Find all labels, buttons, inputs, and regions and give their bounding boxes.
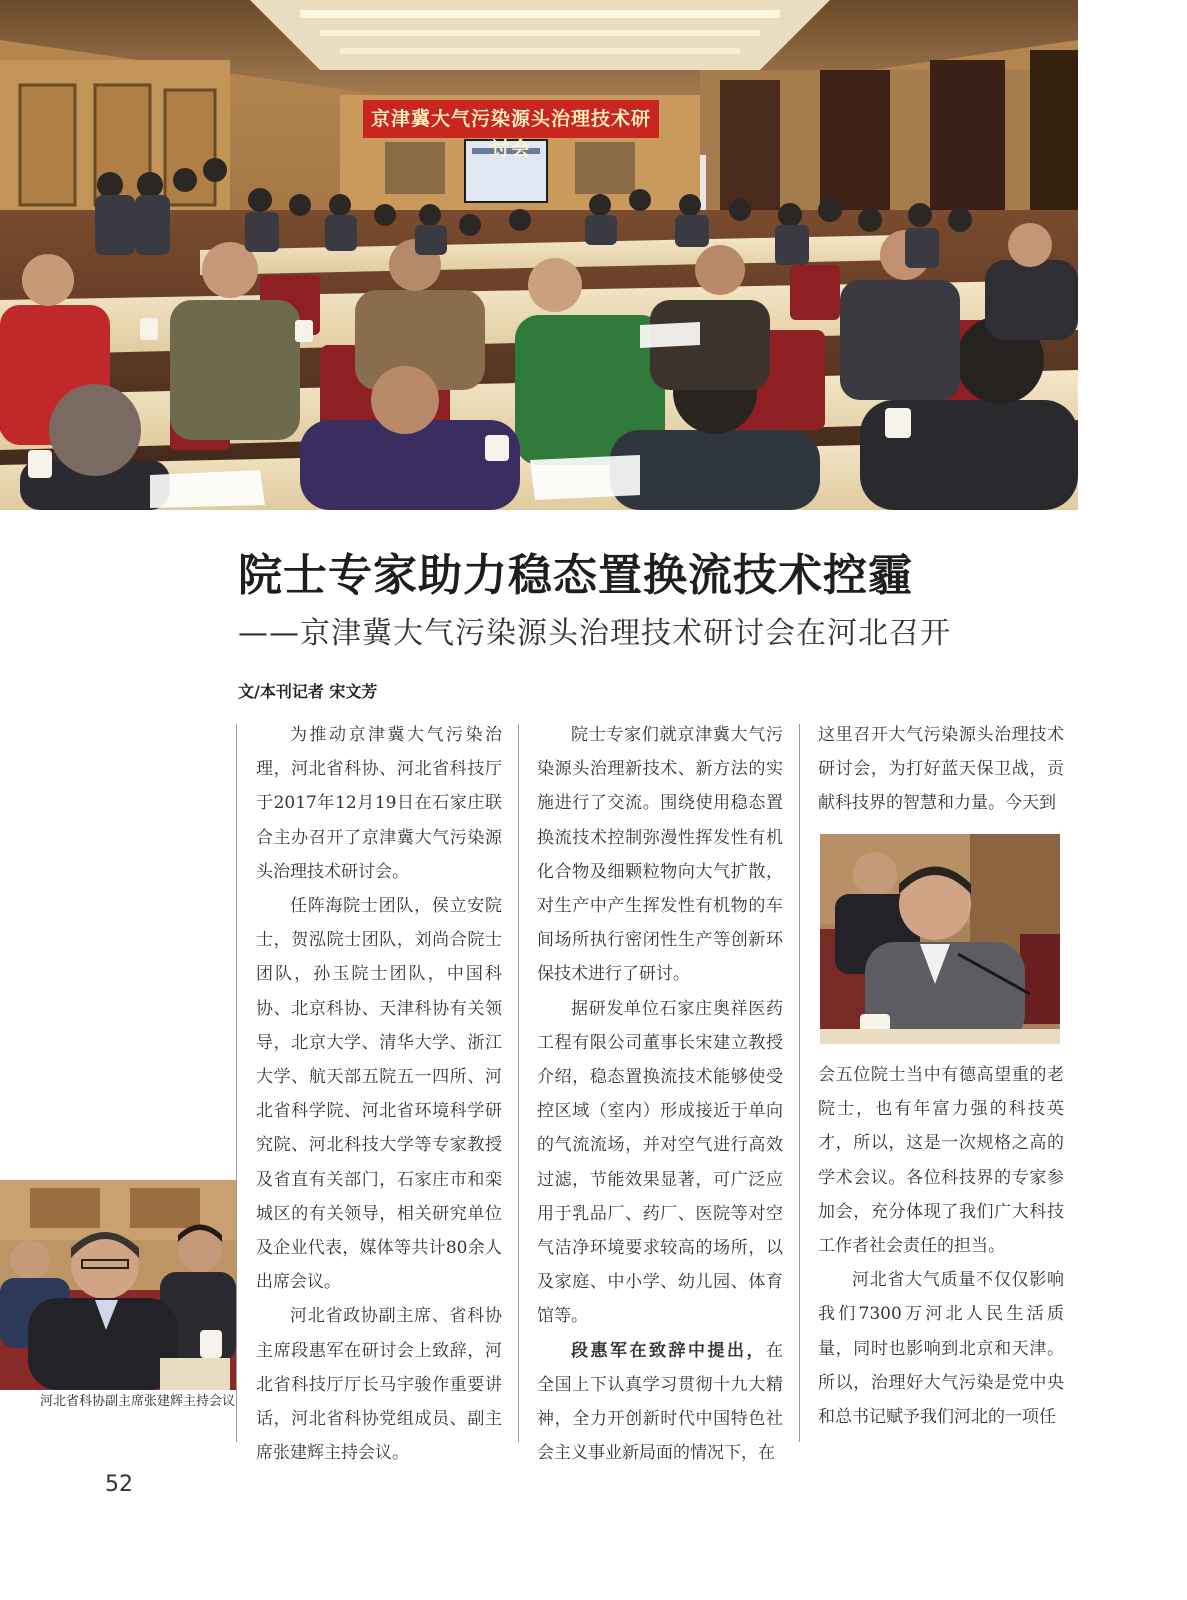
paragraph: 河北省大气质量不仅仅影响我们7300万河北人民生活质量，同时也影响到北京和天津。所以，治理好大气污染是党中央和总书记赋予我们河北的一项任 — [818, 1270, 1064, 1428]
article-title: 院士专家助力稳态置换流技术控霾 — [238, 550, 913, 601]
article-column-3 — [818, 718, 1064, 1434]
paragraph-lead: 段惠军在致辞中提出， — [571, 1340, 766, 1361]
article-column-2 — [537, 718, 783, 1470]
article-byline: 文/本刊记者 宋文芳 — [238, 682, 378, 701]
paragraph: 为推动京津冀大气污染治理，河北省科协、河北省科技厅于2017年12月19日在石家庄联合主办召开了京津冀大气污染源头治理技术研讨会。 — [256, 725, 502, 882]
chair-image — [0, 1180, 236, 1390]
page-number: 52 — [105, 1472, 133, 1497]
conference-room-image — [0, 0, 1078, 510]
column-rule — [236, 724, 237, 1442]
speaker-image — [820, 834, 1060, 1044]
article-column-1 — [256, 718, 502, 1470]
column-rule — [799, 724, 800, 1442]
conference-banner: 京津冀大气污染源头治理技术研讨会 — [370, 108, 651, 160]
column-rule — [518, 724, 519, 1442]
paragraph: 据研发单位石家庄奥祥医药工程有限公司董事长宋建立教授介绍，稳态置换流技术能够使受控区域（室内）形成接近于单向的气流流场，并对空气进行高效过滤，节能效果显著，可广泛应用于乳品厂、药厂、医院等对空气洁净环境要求较高的场所，以及家庭、中小学、幼儿园、体育馆等。 — [537, 998, 783, 1327]
paragraph: 这里召开大气污染源头治理技术研讨会，为打好蓝天保卫战，贡献科技界的智慧和力量。今天到 — [818, 725, 1064, 814]
hero-photo — [0, 0, 1078, 510]
speaker-photo — [820, 834, 1060, 1044]
chair-photo — [0, 1180, 236, 1390]
paragraph-text: 在全国上下认真学习贯彻十九大精神，全力开创新时代中国特色社会主义事业新局面的情况下，在 — [537, 1340, 783, 1464]
paragraph: 会五位院士当中有德高望重的老院士，也有年富力强的科技英才，所以，这是一次规格之高的学术会议。各位科技界的专家参加会，充分体现了我们广大科技工作者社会责任的担当。 — [818, 1065, 1064, 1257]
article-subtitle: ——京津冀大气污染源头治理技术研讨会在河北召开 — [238, 616, 951, 651]
paragraph: 院士专家们就京津冀大气污染源头治理新技术、新方法的实施进行了交流。围绕使用稳态置换流技术控制弥漫性挥发性有机化合物及细颗粒物向大气扩散，对生产中产生挥发性有机物的车间场所执行密闭性生产等创新环保技术进行了研讨。 — [537, 725, 783, 985]
paragraph — [537, 1334, 783, 1471]
paragraph: 河北省政协副主席、省科协主席段惠军在研讨会上致辞，河北省科技厅厅长马宇骏作重要讲话，河北省科协党组成员、副主席张建辉主持会议。 — [256, 1306, 502, 1464]
photo-caption: 河北省科协副主席张建辉主持会议 — [40, 1394, 236, 1409]
paragraph: 任阵海院士团队，侯立安院士，贺泓院士团队，刘尚合院士团队，孙玉院士团队，中国科协、北京科协、天津科协有关领导，北京大学、清华大学、浙江大学、航天部五院五一四所、河北省科学院、河北省环境科学研究院、河北科技大学等专家教授及省直有关部门，石家庄市和栾城区的有关领导，相关研究单位及企业代表，媒体等共计80余人出席会议。 — [256, 896, 502, 1293]
